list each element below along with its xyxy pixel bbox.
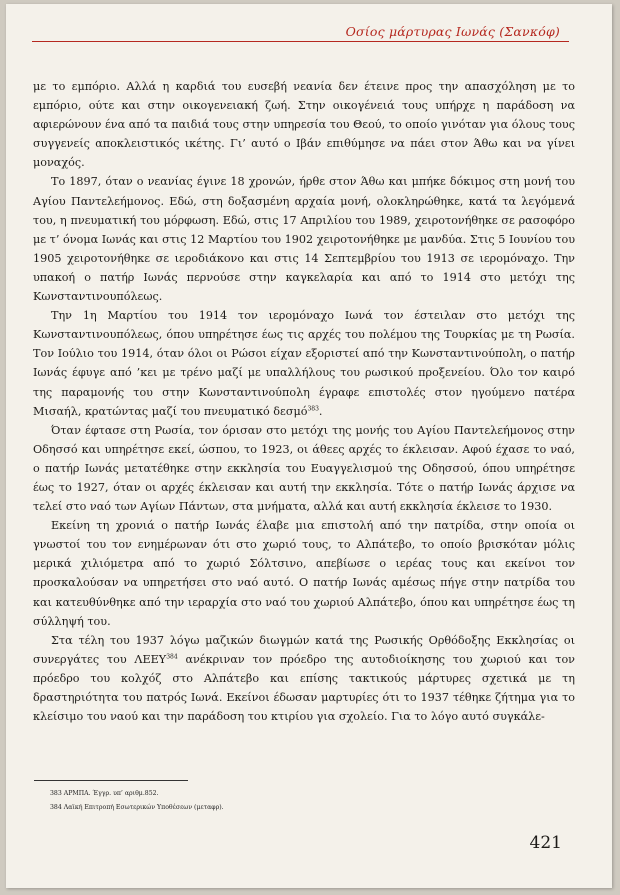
- footnote-rule: [34, 780, 188, 781]
- header-rule: [32, 41, 569, 42]
- body-text: [33, 77, 575, 726]
- footnote-383: 383 ΑΡΜΠΑ. Έγγρ. υπ’ αριθμ.852.: [50, 790, 159, 797]
- paragraph-1: με το εμπόριο. Αλλά η καρδιά του ευσεβή νεανία δεν έτεινε προς την απασχόληση με το εμπόριο, ούτε και στην οικογενειακή ζωή. Στην οικογένειά τους υπήρχε η παράδοση να αφιερώνουν ένα από τα παιδιά τους στην υπηρεσία του Θεού, το οποίο γινόταν για όλους τους συγγενείς αποκλειστικός ικέτης. Γι’ αυτό ο Ιβάν επιθύμησε να πάει στον Άθω και να γίνει μοναχός.: [33, 80, 575, 170]
- paragraph-4: Όταν έφτασε στη Ρωσία, τον όρισαν στο μετόχι της μονής του Αγίου Παντελεήμονος στην Οδησσό και υπηρέτησε εκεί, ώσπου, το 1923, οι άθεες αρχές το έκλεισαν. Αφού έχασε το ναό, ο πατήρ Ιωνάς μετατέθηκε στην εκκλησία του Ευαγγελισμού της Οδησσού, όπου υπηρέτησε έως το 1927, όταν οι αρχές έκλεισαν και αυτή την εκκλησία. Τότε ο πατήρ Ιωνάς άρχισε να τελεί στο ναό των Αγίων Πάντων, στα μνήματα, αλλά και αυτή εκκλησία έκλεισε το 1930.: [33, 423, 575, 514]
- running-head-title: Οσίος μάρτυρας Ιωνάς (Σανκόφ): [345, 24, 560, 39]
- paragraph-6: Στα τέλη του 1937 λόγω μαζικών διωγμών κατά της Ρωσικής Ορθόδοξης Εκκλησίας οι συνεργάτες του ΛΕΕΥ$^{384}$ ανέκριναν τον πρόεδρο της αυτοδιοίκησης του χωριού και τον πρόεδρο του κολχόζ στο Αλπάτεβο και επίσης τακτικούς μάρτυρες σχετικά με τη δραστηριότητα του πατρός Ιωνά. Εκείνοι έδωσαν μαρτυρίες ότι το 1937 τέθηκε ζήτημα για το κλείσιμο του ναού και την παράδοση του κτιρίου για σχολείο. Για το λόγο αυτό συγκάλε-: [33, 633, 575, 724]
- footnote-384: 384 Λαϊκή Επιτροπή Εσωτερικών Υποθέσεων (μεταφρ).: [50, 804, 224, 811]
- footnotes: [50, 787, 530, 815]
- paragraph-3: Την 1η Μαρτίου του 1914 τον ιερομόναχο Ιωνά τον έστειλαν στο μετόχι της Κωνσταντινουπόλεως, όπου υπηρέτησε έως τις αρχές του πολέμου της Τουρκίας με τη Ρωσία. Τον Ιούλιο του 1914, όταν όλοι οι Ρώσοι είχαν εξοριστεί από την Κωνσταντινούπολη, ο πατήρ Ιωνάς έφυγε από ’κει με τρένο μαζί με υπαλλήλους του ρωσικού προξενείου. Όλο τον καιρό της παραμονής του στην Κωνσταντινούπολη έγραφε επιστολές στον ηγούμενο πατέρα Μισαήλ, κρατώντας μαζί του πνευματικό δεσμό$^{383}$.: [33, 309, 575, 418]
- page-number: 421: [529, 833, 562, 853]
- footnote-ref-384: 384: [166, 653, 178, 661]
- book-page: [6, 4, 612, 888]
- paragraph-2: Το 1897, όταν ο νεανίας έγινε 18 χρονών, ήρθε στον Άθω και μπήκε δόκιμος στη μονή του Αγίου Παντελεήμονος. Εδώ, στη δοξασμένη αρχαία μονή, ολοκληρώθηκε, κατά τα λεγόμενά του, η πνευματική του μόρφωση. Εδώ, στις 17 Απριλίου του 1989, χειροτονήθηκε σε ρασοφόρο με τ’ όνομα Ιωνάς και στις 12 Μαρτίου του 1902 χειροτονήθηκε με μανδύα. Στις 5 Ιουνίου του 1905 χειροτονήθηκε σε ιεροδιάκονο και στις 14 Σεπτεμβρίου του 1913 σε ιερομόναχο. Την υπακοή ο πατήρ Ιωνάς περνούσε στην καγκελαρία και από το 1914 στο μετόχι της Κωνσταντινουπόλεως.: [33, 175, 575, 304]
- paragraph-5: Εκείνη τη χρονιά ο πατήρ Ιωνάς έλαβε μια επιστολή από την πατρίδα, στην οποία οι γνωστοί του τον ενημέρωναν ότι στο χωριό τους, το Αλπάτεβο, το οποίο βρισκόταν μόλις μερικά χιλιόμετρα από το χωριό Σόλτσινο, απεβίωσε ο ιερέας τους και εκείνοι τον προσκαλούσαν να υπηρετήσει στο ναό αυτό. Ο πατήρ Ιωνάς αμέσως πήγε στην πατρίδα του και κατευθύνθηκε από την ιεραρχία στο ναό του χωριού Αλπάτεβο, όπου και υπηρέτησε έως τη σύλληψή του.: [33, 519, 575, 628]
- footnote-ref-383: 383: [307, 404, 319, 412]
